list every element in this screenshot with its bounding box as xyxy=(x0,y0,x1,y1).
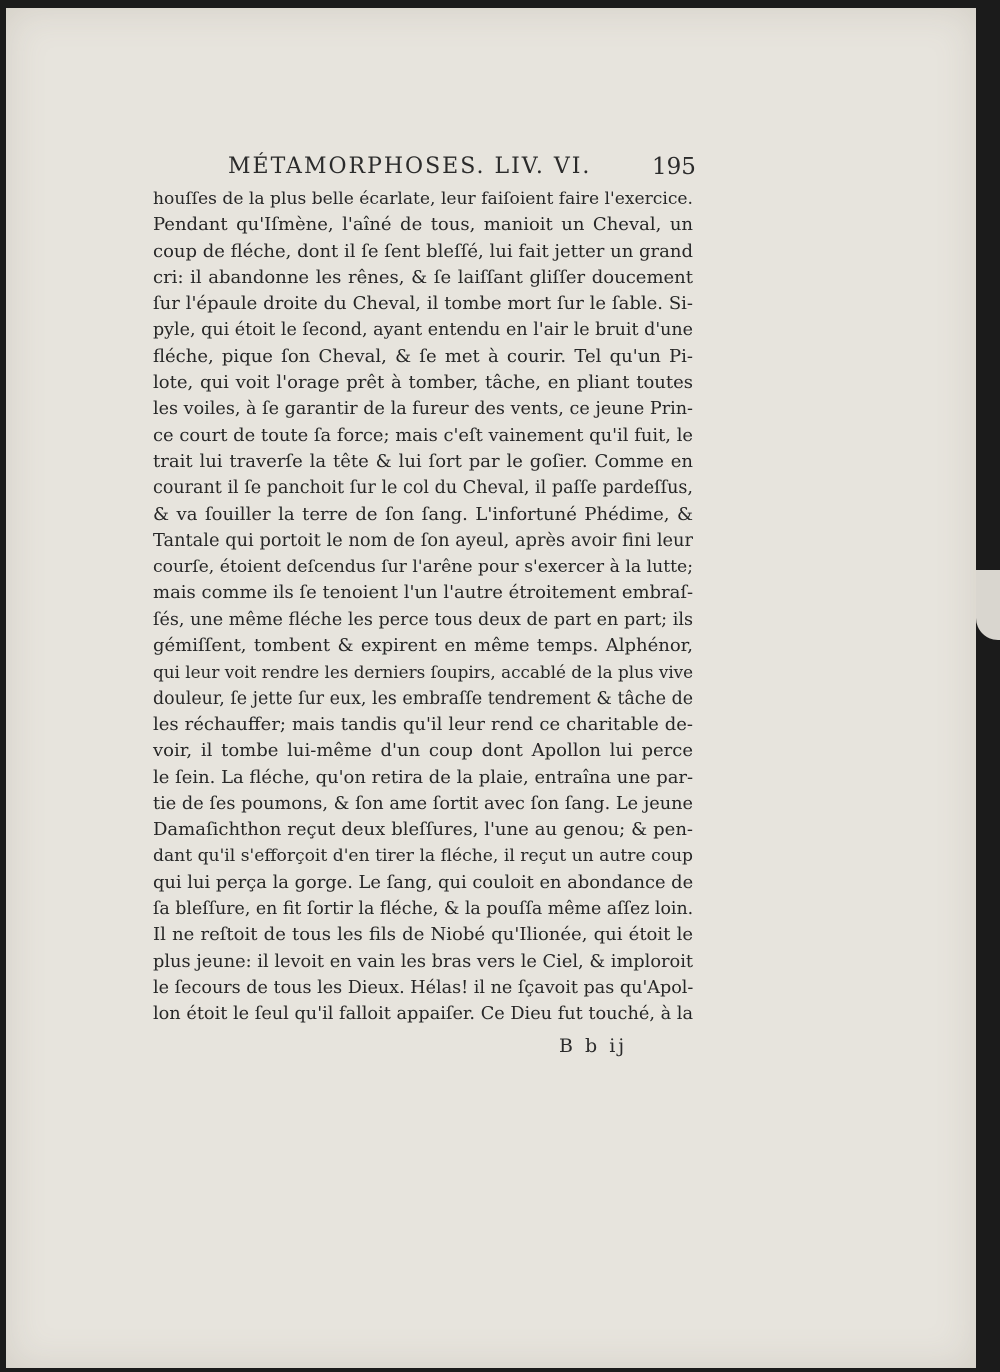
text-line: dant qu'il s'efforçoit d'en tirer la fléche, il reçut un autre coup xyxy=(153,846,693,867)
running-head-title: MÉTAMORPHOSES. LIV. VI. xyxy=(228,154,592,179)
text-line: Damaſichthon reçut deux bleſſures, l'une au genou; & pen- xyxy=(153,819,693,841)
page-number: 195 xyxy=(652,154,696,180)
text-line: voir, il tombe lui-même d'un coup dont Apollon lui perce xyxy=(153,740,693,762)
text-line: lon étoit le ſeul qu'il falloit appaiſer. Ce Dieu fut touché, à la xyxy=(153,1004,693,1025)
text-line: ſur l'épaule droite du Cheval, il tombe mort ſur le ſable. Si- xyxy=(153,293,693,315)
text-line: houſſes de la plus belle écarlate, leur faiſoient faire l'exercice. xyxy=(153,189,693,209)
text-line: douleur, ſe jette ſur eux, les embraſſe tendrement & tâche de xyxy=(153,688,693,709)
text-line: courſe, étoient deſcendus ſur l'arêne pour s'exercer à la lutte; xyxy=(153,557,693,578)
text-line: plus jeune: il levoit en vain les bras vers le Ciel, & imploroit xyxy=(153,951,694,972)
text-line: qui lui perça la gorge. Le ſang, qui couloit en abondance de xyxy=(153,871,694,893)
signature-mark: B b ij xyxy=(559,1035,628,1057)
text-line: trait lui traverſe la tête & lui ſort par le goſier. Comme en xyxy=(153,450,693,472)
text-line: le ſein. La fléche, qu'on retira de la plaie, entraîna une par- xyxy=(153,766,693,788)
text-line: pyle, qui étoit le ſecond, ayant entendu en l'air le bruit d'une xyxy=(153,320,693,341)
page-edge xyxy=(976,570,1000,640)
text-line: ſés, une même fléche les perce tous deux de part en part; ils xyxy=(153,609,693,630)
text-line: courant il ſe panchoit ſur le col du Cheval, il paſſe pardeſſus, xyxy=(153,478,693,499)
text-line: mais comme ils ſe tenoient l'un l'autre étroitement embraſ- xyxy=(153,582,694,604)
text-line: gémiſſent, tombent & expirent en même temps. Alphénor, xyxy=(153,635,693,657)
book-page xyxy=(6,8,976,1368)
text-line: & va ſouiller la terre de ſon ſang. L'infortuné Phédime, & xyxy=(153,503,693,525)
text-line: les réchauffer; mais tandis qu'il leur rend ce charitable de- xyxy=(153,713,693,735)
text-line: les voiles, à ſe garantir de la fureur des vents, ce jeune Prin- xyxy=(153,399,693,420)
text-line: Tantale qui portoit le nom de ſon ayeul, après avoir fini leur xyxy=(153,529,693,551)
text-line: ce court de toute ſa force; mais c'eſt vainement qu'il fuit, le xyxy=(153,424,693,446)
text-line: lote, qui voit l'orage prêt à tomber, tâche, en pliant toutes xyxy=(153,372,693,394)
text-line: cri: il abandonne les rênes, & ſe laiſſant gliſſer doucement xyxy=(153,266,693,288)
text-line: Il ne reſtoit de tous les fils de Niobé qu'Ilionée, qui étoit le xyxy=(153,924,693,946)
text-line: qui leur voit rendre les derniers ſoupirs, accablé de la plus vive xyxy=(153,662,694,683)
text-line: Pendant qu'Iſmène, l'aîné de tous, manioit un Cheval, un xyxy=(153,214,693,236)
text-line: le ſecours de tous les Dieux. Hélas! il ne ſçavoit pas qu'Apol- xyxy=(153,977,694,998)
text-line: fléche, pique ſon Cheval, & ſe met à courir. Tel qu'un Pi- xyxy=(153,345,693,367)
text-line: ſa bleſſure, en fit ſortir la fléche, & la pouſſa même aſſez loin. xyxy=(153,899,694,920)
text-line: tie de ſes poumons, & ſon ame ſortit avec ſon ſang. Le jeune xyxy=(153,793,693,814)
body-text xyxy=(153,186,693,1028)
text-line: coup de fléche, dont il ſe ſent bleſſé, lui fait jetter un grand xyxy=(153,240,693,262)
